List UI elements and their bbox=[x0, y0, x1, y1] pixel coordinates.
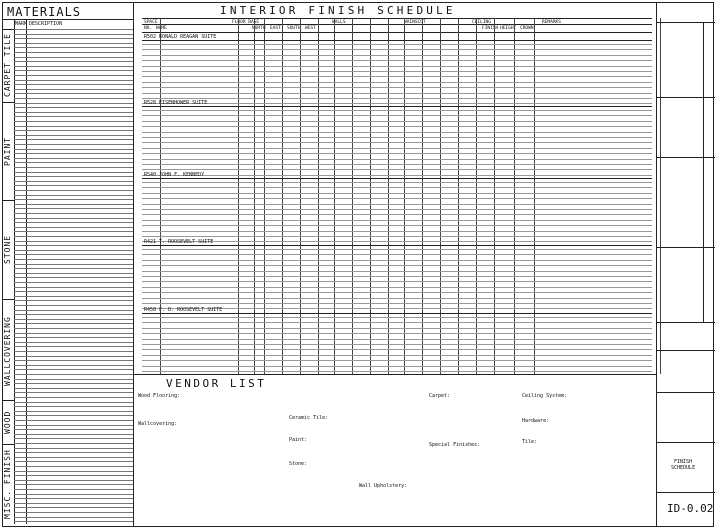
materials-rule bbox=[14, 162, 134, 163]
materials-rule bbox=[14, 282, 134, 283]
materials-rule bbox=[14, 213, 134, 214]
materials-rule bbox=[14, 333, 134, 334]
materials-rule bbox=[14, 351, 134, 352]
schedule-row-line bbox=[142, 287, 652, 288]
materials-rule bbox=[14, 434, 134, 435]
header-west: WEST bbox=[305, 25, 316, 31]
materials-rule bbox=[14, 245, 134, 246]
schedule-row-line bbox=[142, 71, 652, 72]
schedule-section bbox=[142, 100, 652, 107]
schedule-row-line bbox=[142, 260, 652, 261]
materials-rule bbox=[14, 268, 134, 269]
materials-rule bbox=[14, 356, 134, 357]
materials-rule bbox=[14, 149, 134, 150]
vendor-category: Wallcovering: bbox=[138, 421, 178, 427]
schedule-row-line bbox=[142, 276, 652, 277]
title-block-line bbox=[657, 492, 715, 493]
materials-rule bbox=[14, 218, 134, 219]
materials-rule bbox=[14, 153, 134, 154]
vendor-category: Wood Flooring: bbox=[138, 393, 181, 399]
schedule-row-line bbox=[142, 55, 652, 56]
vendor-category: Stone: bbox=[289, 461, 308, 467]
schedule-row-line bbox=[142, 126, 652, 127]
category-paint: PAINT bbox=[3, 136, 12, 167]
materials-rule bbox=[14, 360, 134, 361]
title-block-line bbox=[657, 22, 715, 23]
materials-rows bbox=[14, 29, 134, 524]
schedule-row-line bbox=[142, 93, 652, 94]
materials-rule bbox=[14, 47, 134, 48]
vendor-title: VENDOR LIST bbox=[166, 377, 267, 390]
materials-rule bbox=[14, 176, 134, 177]
schedule-row-line bbox=[142, 87, 652, 88]
materials-rule bbox=[14, 195, 134, 196]
materials-rule bbox=[14, 411, 134, 412]
header-south: SOUTH bbox=[287, 25, 301, 31]
materials-rule bbox=[14, 231, 134, 232]
title-block-line bbox=[657, 442, 715, 443]
vendor-list bbox=[134, 374, 656, 528]
materials-rule bbox=[14, 438, 134, 439]
materials-rule bbox=[14, 503, 134, 504]
materials-rule bbox=[14, 443, 134, 444]
materials-rule bbox=[14, 158, 134, 159]
materials-rule bbox=[14, 365, 134, 366]
schedule-row-line bbox=[142, 249, 652, 250]
schedule-row-line bbox=[142, 333, 652, 334]
category-misc-finish: MISC. FINISH bbox=[3, 449, 12, 519]
schedule-row-line bbox=[142, 292, 652, 293]
schedule-section bbox=[142, 307, 652, 314]
materials-rule bbox=[14, 208, 134, 209]
materials-title: MATERIALS bbox=[7, 5, 82, 19]
materials-rule bbox=[14, 517, 134, 518]
materials-panel bbox=[2, 2, 134, 527]
header-north: NORTH bbox=[252, 25, 266, 31]
materials-rule bbox=[14, 392, 134, 393]
schedule-row-line bbox=[142, 317, 652, 318]
materials-rule bbox=[14, 425, 134, 426]
schedule-row-line bbox=[142, 322, 652, 323]
schedule-row-line bbox=[142, 175, 652, 176]
materials-rule bbox=[14, 43, 134, 44]
materials-col-description: DESCRIPTION bbox=[29, 21, 63, 27]
materials-rule bbox=[14, 484, 134, 485]
schedule-row-line bbox=[142, 236, 652, 237]
schedule-row-line bbox=[142, 142, 652, 143]
vendor-category: Tile: bbox=[522, 439, 538, 445]
category-wood: WOOD bbox=[3, 410, 12, 434]
materials-rule bbox=[14, 521, 134, 522]
materials-rule bbox=[14, 305, 134, 306]
schedule-row-line bbox=[142, 137, 652, 138]
sheet-number: ID-0.02 bbox=[667, 502, 714, 515]
schedule-row-line bbox=[142, 265, 652, 266]
materials-rule bbox=[14, 222, 134, 223]
materials-rule bbox=[14, 190, 134, 191]
materials-col-mark: MARK bbox=[15, 21, 28, 27]
materials-rule bbox=[14, 70, 134, 71]
materials-rule bbox=[14, 130, 134, 131]
materials-rule bbox=[14, 107, 134, 108]
materials-rule bbox=[14, 310, 134, 311]
title-block-line bbox=[657, 97, 715, 98]
header-no: NO. bbox=[144, 25, 153, 31]
schedule-row-line bbox=[142, 153, 652, 154]
materials-rule bbox=[14, 250, 134, 251]
materials-rule bbox=[14, 323, 134, 324]
schedule-row-line bbox=[142, 159, 652, 160]
materials-rule bbox=[14, 461, 134, 462]
materials-rule bbox=[14, 452, 134, 453]
section-title: R458 F. D. ROOSEVELT SUITE bbox=[144, 307, 223, 313]
materials-rule bbox=[14, 61, 134, 62]
title-block-line bbox=[657, 157, 715, 158]
materials-rule bbox=[14, 259, 134, 260]
materials-rule bbox=[14, 466, 134, 467]
header-finish: FINISH bbox=[482, 25, 499, 31]
title-block-line bbox=[657, 350, 715, 351]
materials-rule bbox=[14, 66, 134, 67]
schedule-row-line bbox=[142, 231, 652, 232]
schedule-row-line bbox=[142, 349, 652, 350]
category-divider bbox=[2, 400, 14, 401]
materials-rule bbox=[14, 75, 134, 76]
materials-rule bbox=[14, 34, 134, 35]
header-height: HEIGHT bbox=[500, 25, 517, 31]
materials-rule bbox=[14, 346, 134, 347]
schedule-row-line bbox=[142, 220, 652, 221]
vendor-category: Carpet: bbox=[429, 393, 451, 399]
vendor-category: Wall Upholstery: bbox=[359, 483, 408, 489]
schedule-row-line bbox=[142, 303, 652, 304]
schedule-row-line bbox=[142, 225, 652, 226]
schedule-row-line bbox=[142, 115, 652, 116]
materials-rule bbox=[14, 204, 134, 205]
materials-rule bbox=[14, 342, 134, 343]
section-title: R502 RONALD REAGAN SUITE bbox=[144, 34, 217, 40]
materials-rule bbox=[14, 57, 134, 58]
title-block bbox=[656, 2, 714, 527]
materials-rule bbox=[14, 273, 134, 274]
schedule-row-line bbox=[142, 198, 652, 199]
materials-rule bbox=[14, 126, 134, 127]
schedule-row-line bbox=[142, 339, 652, 340]
materials-rule bbox=[14, 512, 134, 513]
materials-rule bbox=[14, 291, 134, 292]
schedule-section bbox=[142, 34, 652, 41]
materials-rule bbox=[14, 112, 134, 113]
title-block-line bbox=[657, 392, 715, 393]
schedule-row-line bbox=[142, 110, 652, 111]
schedule-row-line bbox=[142, 169, 652, 170]
materials-rule bbox=[14, 135, 134, 136]
schedule-row-line bbox=[142, 204, 652, 205]
header-walls: WALLS bbox=[332, 19, 346, 25]
materials-rule bbox=[14, 93, 134, 94]
category-divider bbox=[2, 444, 14, 445]
materials-rule bbox=[14, 277, 134, 278]
vendor-category: Paint: bbox=[289, 437, 308, 443]
schedule-row-line bbox=[142, 187, 652, 188]
header-wainscot: WAINSCOT bbox=[404, 19, 426, 25]
schedule-row-line bbox=[142, 344, 652, 345]
title-block-line bbox=[657, 322, 715, 323]
schedule-row-line bbox=[142, 298, 652, 299]
materials-rule bbox=[14, 388, 134, 389]
schedule-row-line bbox=[142, 82, 652, 83]
schedule-row-line bbox=[142, 355, 652, 356]
materials-rule bbox=[14, 448, 134, 449]
schedule-row-line bbox=[142, 49, 652, 50]
header-crown: CROWN bbox=[520, 25, 534, 31]
materials-rule bbox=[14, 402, 134, 403]
schedule-row-line bbox=[142, 328, 652, 329]
materials-rule bbox=[14, 314, 134, 315]
materials-rule bbox=[14, 80, 134, 81]
category-wallcovering: WALLCOVERING bbox=[3, 316, 12, 386]
materials-rule bbox=[14, 457, 134, 458]
materials-rule bbox=[14, 181, 134, 182]
sheet-name-line-2: SCHEDULE bbox=[671, 465, 696, 471]
schedule-row-line bbox=[142, 209, 652, 210]
materials-rule bbox=[14, 139, 134, 140]
schedule-row-line bbox=[142, 371, 652, 372]
category-divider bbox=[2, 200, 14, 201]
category-stone: STONE bbox=[3, 234, 12, 265]
schedule-row-line bbox=[142, 60, 652, 61]
materials-rule bbox=[14, 89, 134, 90]
schedule-row-line bbox=[142, 164, 652, 165]
vendor-category: Special Finishes: bbox=[429, 442, 481, 448]
schedule-section bbox=[142, 239, 652, 246]
materials-rule bbox=[14, 103, 134, 104]
materials-rule bbox=[14, 379, 134, 380]
schedule-row-line bbox=[142, 121, 652, 122]
schedule-header-row-2 bbox=[142, 24, 652, 33]
category-divider bbox=[2, 299, 14, 300]
materials-rule bbox=[14, 241, 134, 242]
schedule-row-line bbox=[142, 281, 652, 282]
header-remarks: REMARKS bbox=[542, 19, 561, 25]
materials-rule bbox=[14, 374, 134, 375]
schedule-row-line bbox=[142, 241, 652, 242]
materials-rule bbox=[14, 116, 134, 117]
materials-rule bbox=[14, 185, 134, 186]
materials-rule bbox=[14, 337, 134, 338]
section-title: R540 JOHN F. KENNEDY bbox=[144, 172, 205, 178]
materials-rule bbox=[14, 383, 134, 384]
materials-rule bbox=[14, 328, 134, 329]
schedule-row-line bbox=[142, 148, 652, 149]
materials-rule bbox=[14, 199, 134, 200]
sheet-name-line-1: FINISH bbox=[674, 459, 693, 465]
materials-rule bbox=[14, 300, 134, 301]
materials-rule bbox=[14, 287, 134, 288]
schedule-title: INTERIOR FINISH SCHEDULE bbox=[220, 4, 456, 17]
materials-rule bbox=[14, 264, 134, 265]
materials-rule bbox=[14, 489, 134, 490]
materials-rule bbox=[14, 406, 134, 407]
schedule-row-line bbox=[142, 98, 652, 99]
materials-rule bbox=[14, 429, 134, 430]
materials-rule bbox=[14, 121, 134, 122]
materials-rule bbox=[14, 415, 134, 416]
materials-rule bbox=[14, 38, 134, 39]
materials-rule bbox=[14, 84, 134, 85]
materials-rule bbox=[14, 98, 134, 99]
section-title: R421 T. ROOSEVELT SUITE bbox=[144, 239, 214, 245]
materials-rule bbox=[14, 498, 134, 499]
category-divider bbox=[2, 102, 14, 103]
header-floor-base: FLOOR BASE bbox=[232, 19, 260, 25]
schedule-row-line bbox=[142, 254, 652, 255]
header-east: EAST bbox=[270, 25, 281, 31]
materials-rule bbox=[14, 167, 134, 168]
materials-rule bbox=[14, 507, 134, 508]
section-title: R528 EISENHOWER SUITE bbox=[144, 100, 208, 106]
schedule-section bbox=[142, 172, 652, 179]
vendor-category: Ceiling System: bbox=[522, 393, 568, 399]
materials-rule bbox=[14, 254, 134, 255]
header-ceiling: CEILING bbox=[472, 19, 491, 25]
materials-rule bbox=[14, 420, 134, 421]
schedule-row-line bbox=[142, 66, 652, 67]
schedule-row-line bbox=[142, 182, 652, 183]
sheet-name bbox=[671, 459, 695, 471]
materials-rule bbox=[14, 480, 134, 481]
vendor-category: Ceramic Tile: bbox=[289, 415, 329, 421]
vendor-category: Hardware: bbox=[522, 418, 550, 424]
category-carpet-tile: CARPET TILE bbox=[3, 33, 12, 97]
materials-rule bbox=[14, 319, 134, 320]
title-block-divider bbox=[703, 22, 704, 322]
materials-rule bbox=[14, 29, 134, 30]
materials-rule bbox=[14, 236, 134, 237]
title-block-line bbox=[657, 247, 715, 248]
materials-rule bbox=[14, 471, 134, 472]
materials-rule bbox=[14, 296, 134, 297]
header-name: NAME bbox=[156, 25, 167, 31]
materials-rule bbox=[14, 144, 134, 145]
schedule-row-line bbox=[142, 366, 652, 367]
materials-rule bbox=[14, 52, 134, 53]
materials-rule bbox=[14, 227, 134, 228]
schedule-row-line bbox=[142, 44, 652, 45]
schedule-row-line bbox=[142, 76, 652, 77]
schedule-row-line bbox=[142, 193, 652, 194]
materials-rule bbox=[14, 494, 134, 495]
materials-rule bbox=[14, 369, 134, 370]
finish-schedule bbox=[134, 2, 656, 374]
schedule-row-line bbox=[142, 214, 652, 215]
schedule-row-line bbox=[142, 132, 652, 133]
schedule-row-line bbox=[142, 271, 652, 272]
materials-rule bbox=[14, 397, 134, 398]
header-space: SPACE bbox=[144, 19, 158, 25]
schedule-row-line bbox=[142, 360, 652, 361]
schedule-row-line bbox=[142, 103, 652, 104]
materials-rule bbox=[14, 475, 134, 476]
materials-rule bbox=[14, 172, 134, 173]
